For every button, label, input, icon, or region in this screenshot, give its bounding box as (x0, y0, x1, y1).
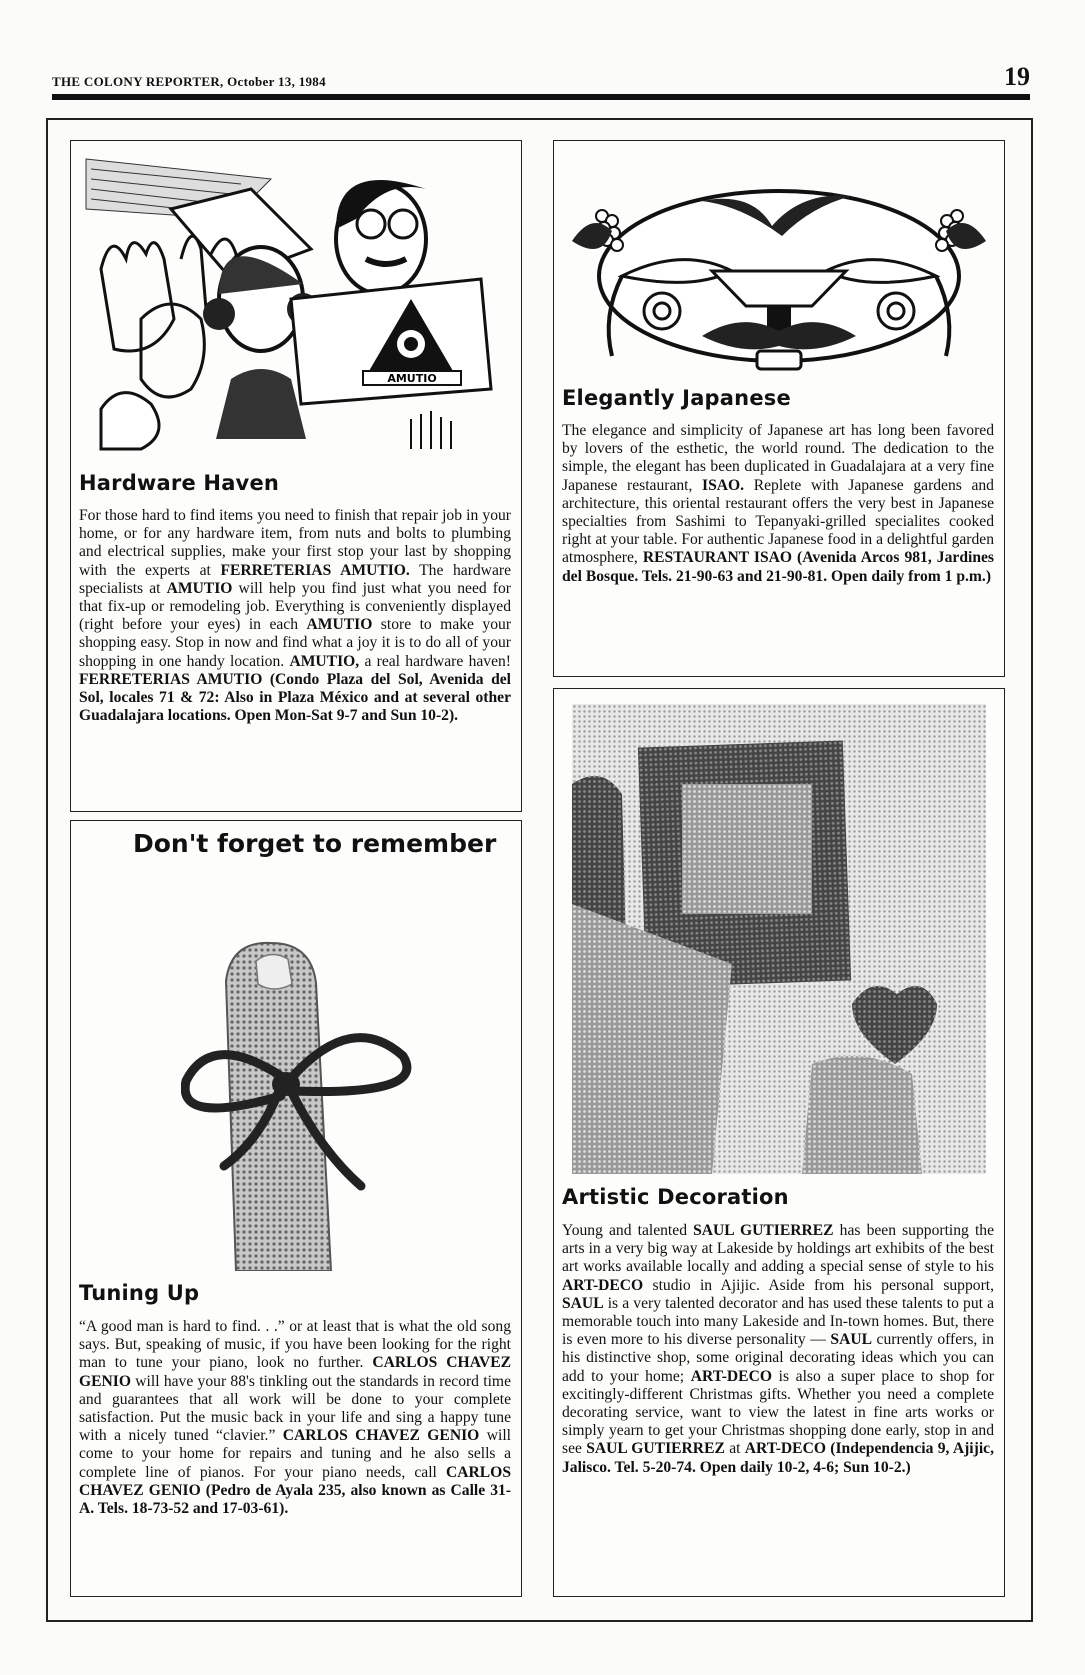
japanese-address: RESTAURANT ISAO (Avenida Arcos 981, Jardines del Bosque. Tels. 21-90-63 and 21-90-81. Open daily from 1 p.m.) (562, 549, 994, 585)
hardware-body-text: The hardware specialists at (79, 561, 511, 597)
publication-line: THE COLONY REPORTER, October 13, 1984 (52, 74, 326, 89)
tuning-address: CARLOS CHAVEZ GENIO (Pedro de Ayala 235, also known as Calle 31-A. Tels. 18-73-52 and 17-03-61). (79, 1463, 511, 1518)
japanese-restaurant-name: ISAO. (702, 476, 745, 494)
artdeco-body-text: studio in Ajijic. Aside from his personal support, (643, 1276, 994, 1294)
birds-fountain-illustration (562, 171, 996, 381)
hardware-address: FERRETERIAS AMUTIO (Condo Plaza del Sol, Avenida del Sol, locales 71 & 72: Also in Plaza México and at several other Guadalajara locations. Open Mon-Sat 9-7 and Sun 10-2). (79, 670, 511, 725)
elegantly-japanese-ad (553, 140, 1005, 677)
hardware-body-text: store to make your shopping easy. Stop in now and find what a joy it is to do all of your shopping in one handy location. (79, 616, 512, 670)
hardware-store-name: FERRETERIAS AMUTIO. (220, 561, 410, 579)
hardware-store-name: AMUTIO, (289, 652, 360, 670)
artdeco-owner-name: SAUL GUTIERREZ (693, 1222, 834, 1239)
artdeco-body-text: is a very talented decorator and has used these talents to put a memorable touch into many Lakeside and In-town homes. But, there is even more to his diverse personality — (562, 1294, 994, 1349)
artistic-decoration-ad (553, 688, 1005, 1597)
japanese-body-text: The elegance and simplicity of Japanese art has long been favored by lovers of the esthetic, the world round. The dedication to the simple, the elegant has been duplicated in Guadalajara at a very fine Japanese restaurant, (562, 422, 994, 494)
artdeco-shop-name: ART-DECO (562, 1276, 644, 1294)
artdeco-body (562, 1222, 994, 1477)
artdeco-body-text: has been supporting the arts in a very big way at Lakeside by holdings art exhibits of the best art works available locally and adding a special sense of style to his (562, 1222, 994, 1276)
tuning-body-text: will come to your home for repairs and tuning and he also sells a complete line of pianos. For your piano needs, call (79, 1427, 511, 1481)
japanese-body-text: Replete with Japanese gardens and architecture, this oriental restaurant offers the very best in Japanese specialties from Sashimi to Tepanyaki-grilled specialites cooked right at your table. For authentic Japanese food in a delightful garden atmosphere, (562, 476, 994, 567)
hardware-body (79, 507, 511, 725)
hardware-body-text: For those hard to find items you need to finish that repair job in your home, or for any hardware item, from nuts and bolts to plumbing and electrical supplies, make your first stop your last by shopping with the experts at (79, 507, 511, 579)
artdeco-body-text: is also a super place to shop for excitingly-different Christmas gifts. Whether you need a complete decorating service, want to view the latest in fine arts works or simply yearn to get your Christmas shopping done early, stop in and see (562, 1367, 994, 1458)
art-studio-photo (572, 704, 986, 1174)
artdeco-owner-name: SAUL (830, 1331, 872, 1349)
tuning-title: Tuning Up (79, 1281, 200, 1305)
tuning-business-name: CARLOS CHAVEZ GENIO (282, 1427, 480, 1445)
tuning-body-text: “A good man is hard to find. . .” or at least that is what the old song says. But, speaking of music, if you have been looking for the right man to tune your piano, look no further. (79, 1318, 511, 1372)
japanese-body (562, 422, 994, 586)
artdeco-body-text: currently offers, in his distinctive shop, some original decorating ideas which you can add to your home; (562, 1331, 994, 1385)
amutio-logo-text: AMUTIO (387, 372, 437, 385)
artdeco-address: ART-DECO (Independencia 9, Ajijic, Jalisco. Tel. 5-20-74. Open daily 10-2, 4-6; Sun 10-2.) (562, 1440, 994, 1476)
artdeco-owner-name: SAUL (562, 1294, 604, 1312)
hardware-body-text: a real hardware haven! (359, 652, 511, 670)
artdeco-body-text: at (724, 1440, 745, 1458)
tuning-up-ad (70, 820, 522, 1597)
artdeco-title: Artistic Decoration (562, 1185, 789, 1209)
masthead (52, 52, 1030, 100)
tuning-body (79, 1318, 511, 1518)
page-number: 19 (1004, 62, 1030, 91)
artdeco-shop-name: ART-DECO (690, 1367, 772, 1385)
hardware-store-name: AMUTIO (306, 616, 373, 634)
artdeco-body-text: Young and talented (562, 1222, 694, 1239)
reminder-headline: Don't forget to remember (133, 829, 497, 858)
tuning-business-name: CARLOS CHAVEZ GENIO (79, 1354, 512, 1390)
tuning-body-text: will have your 88's tinkling out the standards in record time and guarantees that all work will be done to your complete satisfaction. Put the music back in your life and sing a happy tune with a nicely tuned “clavier.” (79, 1372, 511, 1445)
finger-ribbon-illustration (181, 941, 421, 1271)
hardware-body-text: will help you find just what you need for that fix-up or remodeling job. Everything is conveniently displayed (right before your eyes) in each (79, 579, 511, 634)
japanese-title: Elegantly Japanese (562, 386, 791, 410)
hardware-store-name: AMUTIO (166, 579, 233, 597)
hardware-haven-ad (70, 140, 522, 812)
hardware-cartoon-illustration (81, 149, 511, 459)
artdeco-owner-name: SAUL GUTIERREZ (586, 1440, 725, 1458)
hardware-title: Hardware Haven (79, 471, 280, 495)
